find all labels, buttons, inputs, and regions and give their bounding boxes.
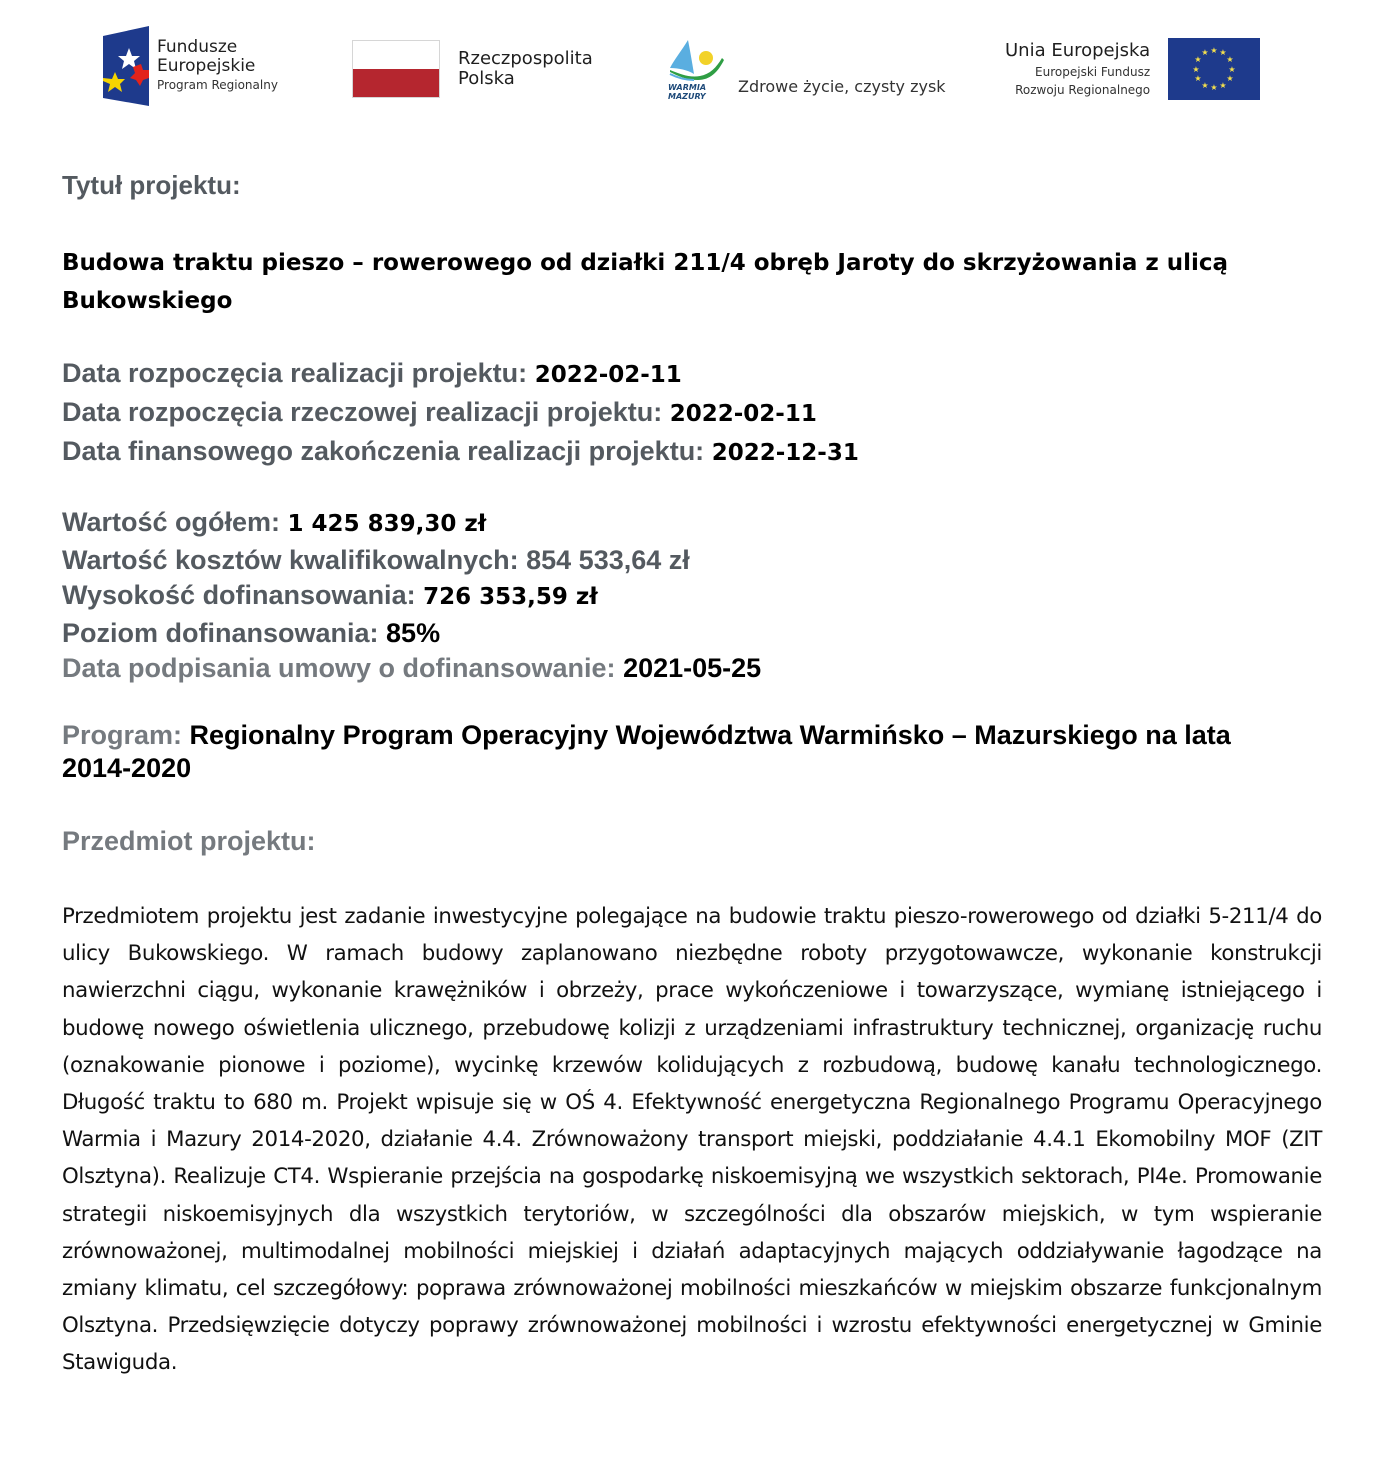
date-financial-end-value: 2022-12-31 bbox=[711, 440, 859, 466]
project-title: Budowa traktu pieszo – rowerowego od działki 211/4 obręb Jaroty do skrzyżowania z ulicą Bukowskiego bbox=[62, 250, 1229, 314]
svg-text:WARMIA: WARMIA bbox=[668, 83, 707, 92]
funding-level-value: 85% bbox=[386, 617, 441, 648]
ue-line2: Europejski Fundusz bbox=[1035, 65, 1151, 79]
svg-text:★: ★ bbox=[1226, 55, 1234, 64]
svg-text:MAZURY: MAZURY bbox=[668, 92, 706, 100]
funding-level-row: Poziom dofinansowania: 85% bbox=[62, 617, 441, 648]
date-material-start-value: 2022-02-11 bbox=[669, 401, 817, 427]
svg-text:★: ★ bbox=[1194, 74, 1202, 83]
warmia-mazury-logo bbox=[666, 38, 946, 100]
svg-text:★: ★ bbox=[1228, 65, 1236, 74]
funding-amount-value: 726 353,59 zł bbox=[423, 584, 598, 610]
svg-text:★: ★ bbox=[1192, 65, 1200, 74]
agreement-date-value: 2021-05-25 bbox=[623, 653, 762, 683]
fundusze-europejskie-logo bbox=[103, 26, 278, 106]
eu-flag-icon bbox=[1168, 38, 1260, 100]
total-value: 1 425 839,30 zł bbox=[287, 511, 487, 537]
date-financial-end-row: Data finansowego zakończenia realizacji projektu: 2022-12-31 bbox=[62, 436, 859, 466]
logo-bar bbox=[0, 0, 1378, 130]
svg-text:★: ★ bbox=[1210, 83, 1218, 92]
svg-text:★: ★ bbox=[1194, 55, 1202, 64]
warmia-mazury-icon bbox=[666, 38, 730, 100]
rzeczpospolita-polska-logo bbox=[352, 40, 593, 98]
fundusze-line3: Program Regionalny bbox=[157, 78, 278, 92]
agreement-date-row: Data podpisania umowy o dofinansowanie: 2021-05-25 bbox=[62, 653, 762, 683]
eligible-costs-value: 854 533,64 zł bbox=[526, 544, 690, 575]
subject-description: Przedmiotem projektu jest zadanie inwestycyjne polegające na budowie traktu pieszo-rowerowego od działki 5-211/4 do ulicy Bukowskiego. W ramach budowy zaplanowano niezbędne roboty przygotowawcze, wykonanie konstrukcji nawierzchni ciągu, wykonanie krawężników i obrzeży, prace wykończeniowe i towarzyszące, wymianę istniejącego i budowę nowego oświetlenia ulicznego, przebudowę kolizji z urządzeniami infrastruktury technicznej, organizację ruchu (oznakowanie pionowe i poziome), wycinkę krzewów kolidujących z rozbudową, budowę kanału technologicznego. Długość traktu to 680 m. Projekt wpisuje się w OŚ 4. Efektywność energetyczna Regionalnego Programu Operacyjnego Warmia i Mazury 2014-2020, działanie 4.4. Zrównoważony transport miejski, poddziałanie 4.4.1 Ekomobilny MOF (ZIT Olsztyna). Realizuje CT4. Wspieranie przejścia na gospodarkę niskoemisyjną we wszystkich sektorach, PI4e. Promowanie strategii niskoemisyjnych dla wszystkich terytoriów, w szczególności dla obszarów miejskich, w tym wspieranie zrównoważonej, multimodalnej mobilności miejskiej i działań adaptacyjnych mających oddziaływanie łagodzące na zmiany klimatu, cel szczegółowy: poprawa zrównoważonej mobilności mieszkańców w miejskim obszarze funkcjonalnym Olsztyna. Przedsięwzięcie dotyczy poprawy zrównoważonej mobilności i wzrostu efektywności energetycznej w Gminie Stawiguda. bbox=[62, 904, 1322, 1376]
ue-line3: Rozwoju Regionalnego bbox=[1015, 83, 1151, 97]
svg-text:★: ★ bbox=[1219, 81, 1227, 90]
svg-text:★: ★ bbox=[1210, 46, 1218, 55]
polish-flag-icon bbox=[352, 40, 440, 98]
project-title-label: Tytuł projektu: bbox=[62, 170, 241, 200]
rp-line1: Rzeczpospolita bbox=[458, 48, 593, 69]
svg-text:★: ★ bbox=[1201, 48, 1209, 57]
fundusze-line2: Europejskie bbox=[157, 56, 256, 76]
svg-text:★: ★ bbox=[1219, 48, 1227, 57]
subject-label: Przedmiot projektu: bbox=[62, 826, 316, 856]
rp-line2: Polska bbox=[458, 68, 515, 89]
program-row bbox=[62, 719, 1292, 785]
warmia-slogan: Zdrowe życie, czysty zysk bbox=[738, 77, 946, 96]
eligible-costs-row: Wartość kosztów kwalifikowalnych: 854 533,64 zł bbox=[62, 544, 690, 575]
ue-line1: Unia Europejska bbox=[1005, 40, 1151, 61]
date-material-start-row: Data rozpoczęcia rzeczowej realizacji projektu: 2022-02-11 bbox=[62, 397, 817, 427]
total-value-row: Wartość ogółem: 1 425 839,30 zł bbox=[62, 507, 487, 537]
fundusze-europejskie-icon bbox=[103, 26, 149, 106]
fundusze-line1: Fundusze bbox=[157, 37, 238, 57]
unia-europejska-logo bbox=[1005, 38, 1260, 100]
project-financials bbox=[62, 505, 761, 687]
project-dates bbox=[62, 355, 859, 472]
date-start-value: 2022-02-11 bbox=[534, 362, 682, 388]
program-value: Regionalny Program Operacyjny Województwa Warmińsko – Mazurskiego na lata 2014-2020 bbox=[62, 720, 1231, 783]
svg-text:★: ★ bbox=[1226, 74, 1234, 83]
svg-text:★: ★ bbox=[1201, 81, 1209, 90]
date-start-row: Data rozpoczęcia realizacji projektu: 2022-02-11 bbox=[62, 358, 682, 388]
funding-amount-row: Wysokość dofinansowania: 726 353,59 zł bbox=[62, 580, 598, 610]
program-label: Program: bbox=[62, 720, 183, 750]
